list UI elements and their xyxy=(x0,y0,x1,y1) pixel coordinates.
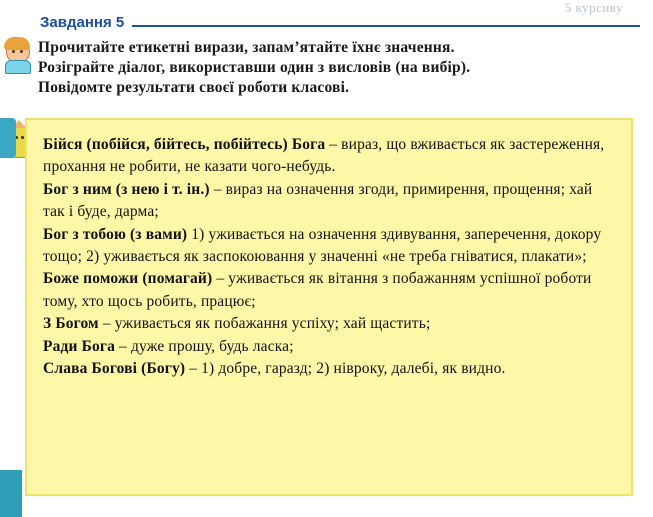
expression-entry xyxy=(43,336,615,358)
expressions-list xyxy=(27,120,631,390)
expression-definition: – вираз, що вживається як застереження, прохання не робити, не казати чого-небудь. xyxy=(43,136,605,176)
expression-definition: – 1) добре, гаразд; 2) нівроку, далебі, як видно. xyxy=(185,360,506,378)
expression-term: Бійся (побійся, бійтесь, побійтесь) Бога xyxy=(43,136,326,153)
expression-entry xyxy=(43,134,615,179)
task-title: Завдання 5 xyxy=(40,14,125,31)
instruction-line-2: Розіграйте діалог, використавши один з висловів (на вибір). xyxy=(38,59,471,76)
expression-definition: – дуже прошу, будь ласка; xyxy=(115,337,294,355)
instruction-line-1: Прочитайте етикетні вирази, запам’ятайте їхнє значення. xyxy=(38,39,455,56)
highlighted-expressions-box xyxy=(25,118,633,496)
expression-definition: – уживається як побажання успіху; хай щастить; xyxy=(98,315,431,333)
expression-entry xyxy=(43,268,615,313)
page-header-faint-text: 5 курсиву xyxy=(564,0,623,15)
expression-definition: – вираз на означення згоди, примирення, прощення; хай так і буде, дарма; xyxy=(43,180,593,221)
page-corner-mark xyxy=(0,470,22,517)
task-instructions xyxy=(38,38,638,98)
expression-term: Бог з ним (з нею і т. ін.) xyxy=(43,180,210,198)
expression-term: Боже поможи (помагай) xyxy=(43,270,213,288)
expression-term: Слава Богові (Богу) xyxy=(43,360,186,378)
expression-term: Бог з тобою (з вами) xyxy=(43,225,188,243)
instruction-line-3: Повідомте результати своєї роботи класові. xyxy=(38,79,350,96)
student-mascot-icon xyxy=(2,36,36,70)
expression-definition: – уживається як вітання з побажанням успішної роботи тому, хто щось робить, працює; xyxy=(43,270,592,310)
expression-term: Ради Бога xyxy=(43,337,116,355)
expression-definition: 1) уживається на означення здивування, заперечення, докору тощо; 2) уживається як заспокоювання у значенні «не треба гніватися, плакати»; xyxy=(43,225,602,266)
expression-entry xyxy=(43,313,615,335)
expression-entry xyxy=(43,224,615,269)
task-title-rule xyxy=(132,25,640,27)
margin-tab-mark xyxy=(0,118,16,158)
expression-entry xyxy=(43,179,615,224)
expression-entry xyxy=(43,358,615,380)
expression-term: З Богом xyxy=(43,315,99,333)
task-heading xyxy=(40,14,640,31)
